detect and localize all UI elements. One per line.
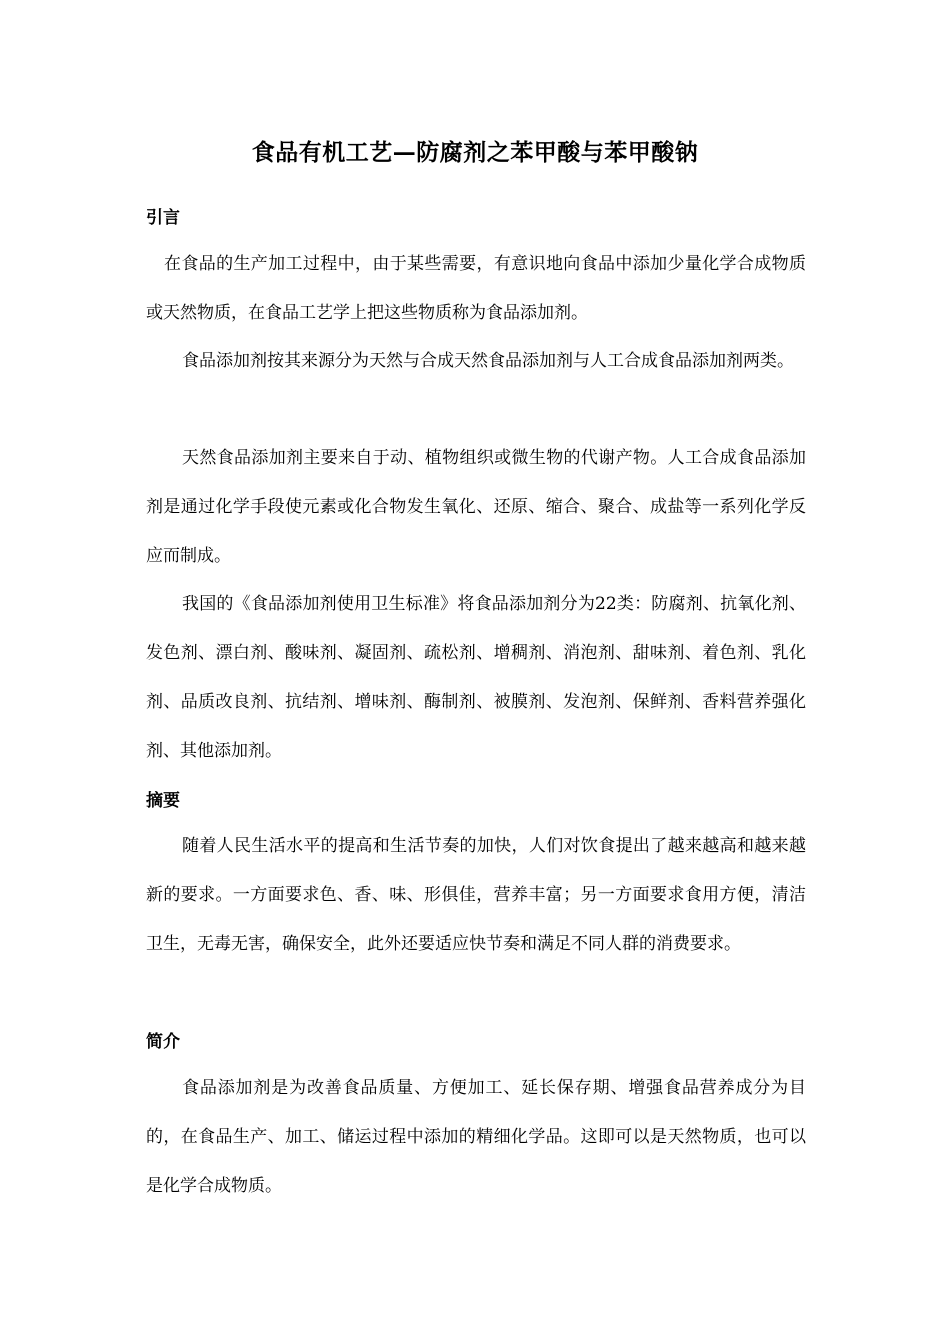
document-title: 食品有机工艺—防腐剂之苯甲酸与苯甲酸钠 [251,139,699,166]
section-heading-abstract: 摘要 [146,791,180,811]
summary-paragraph-1: 食品添加剂是为改善食品质量、方便加工、延长保存期、增强食品营养成分为目的，在食品生产、加工、储运过程中添加的精细化学品。这即可以是天然物质，也可以是化学合成物质。 [146,1078,806,1196]
abstract-paragraph-1: 随着人民生活水平的提高和生活节奏的加快，人们对饮食提出了越来越高和越来越新的要求。一方面要求色、香、味、形俱佳，营养丰富；另一方面要求食用方便，清洁卫生，无毒无害，确保安全，此外还要适应快节奏和满足不同人群的消费要求。 [146,836,806,954]
section-heading-intro: 引言 [146,208,180,228]
section-heading-summary: 简介 [146,1032,180,1052]
intro-paragraph-1: 在食品的生产加工过程中，由于某些需要，有意识地向食品中添加少量化学合成物质或天然物质，在食品工艺学上把这些物质称为食品添加剂。 [146,254,806,323]
intro-paragraph-2: 食品添加剂按其来源分为天然与合成天然食品添加剂与人工合成食品添加剂两类。 [182,351,794,371]
intro-paragraph-4: 我国的《食品添加剂使用卫生标准》将食品添加剂分为22类：防腐剂、抗氧化剂、发色剂、漂白剂、酸味剂、凝固剂、疏松剂、增稠剂、消泡剂、甜味剂、着色剂、乳化剂、品质改良剂、抗结剂、增味剂、酶制剂、被膜剂、发泡剂、保鲜剂、香料营养强化剂、其他添加剂。 [146,594,806,761]
intro-paragraph-3: 天然食品添加剂主要来自于动、植物组织或微生物的代谢产物。人工合成食品添加剂是通过化学手段使元素或化合物发生氧化、还原、缩合、聚合、成盐等一系列化学反应而制成。 [146,448,806,566]
